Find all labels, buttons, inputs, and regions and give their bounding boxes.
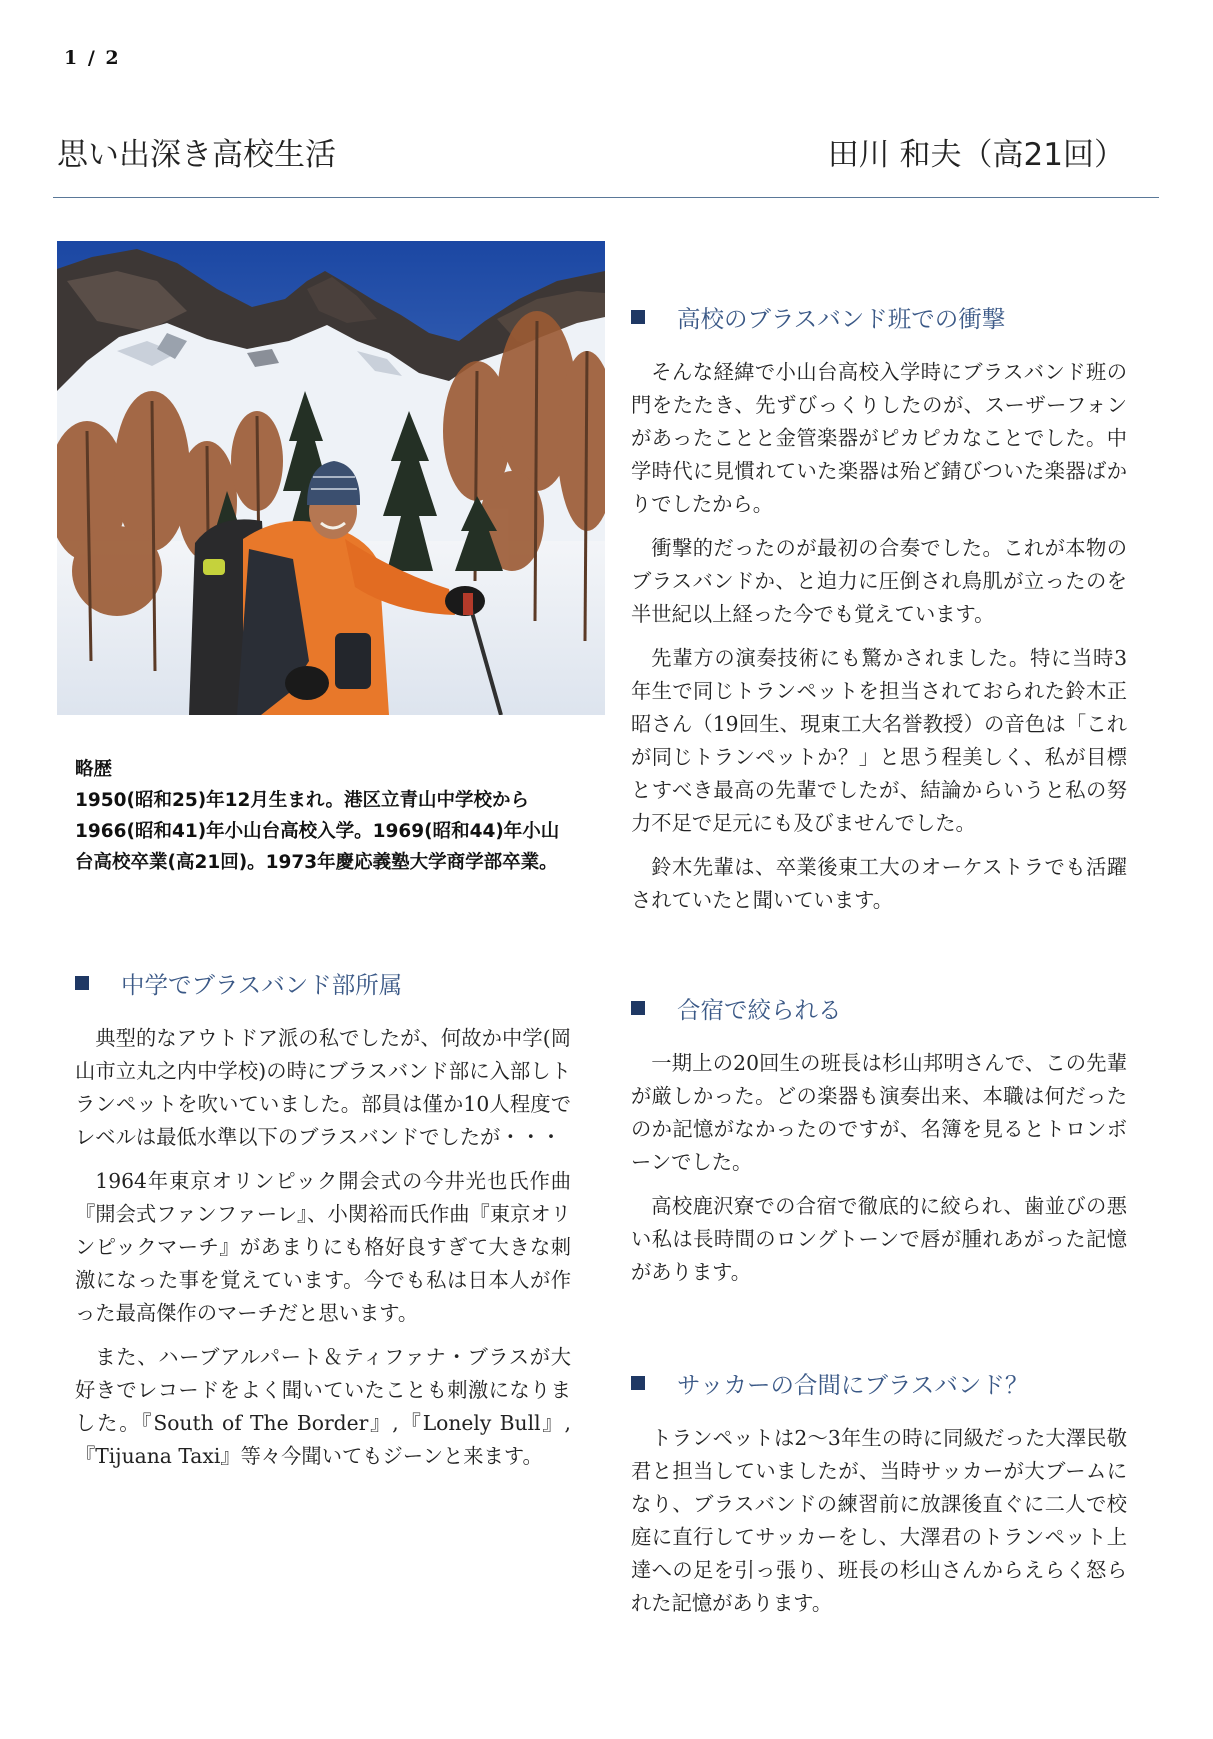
paragraph: また、ハーブアルパート＆ティファナ・ブラスが大好きでレコードをよく聞いていたことも刺激になりました。『South of The Border』,『Lonely Bull』,『Tijuana Taxi』等々今聞いてもジーンと来ます。 <box>75 1345 571 1468</box>
paragraph: 一期上の20回生の班長は杉山邦明さんで、この先輩が厳しかった。どの楽器も演奏出来、本職は何だったのか記憶がなかったのですが、名簿を見るとトロンボーンでした。 <box>631 1051 1127 1174</box>
paragraph: そんな経緯で小山台高校入学時にブラスバンド班の門をたたき、先ずびっくりしたのが、スーザーフォンがあったことと金管楽器がピカピカなことでした。中学時代に見慣れていた楽器は殆ど錆びついた楽器ばかりでしたから。 <box>631 360 1127 516</box>
section-high-school-band-shock <box>631 300 1127 928</box>
section-heading-text: サッカーの合間にブラスバンド？ <box>677 1371 1029 1399</box>
backpack-strap-accent <box>203 559 225 575</box>
author-photo <box>57 241 605 715</box>
section-heading-text: 合宿で絞られる <box>677 996 842 1024</box>
section-body <box>631 1422 1127 1620</box>
square-bullet-icon <box>631 310 645 324</box>
biography <box>75 754 571 878</box>
bio-text: 1950(昭和25)年12月生まれ。港区立青山中学校から1966(昭和41)年小山台高校入学。1969(昭和44)年小山台高校卒業(高21回)。1973年慶応義塾大学商学部卒業。 <box>75 790 560 873</box>
photo-illustration <box>57 241 605 715</box>
paragraph: 高校鹿沢寮での合宿で徹底的に絞られ、歯並びの悪い私は長時間のロングトーンで唇が腫れあがった記憶があります。 <box>631 1194 1127 1284</box>
section-heading <box>631 300 1127 334</box>
section-heading-text: 高校のブラスバンド班での衝撃 <box>677 305 1006 333</box>
left-glove <box>285 666 329 700</box>
section-training-camp <box>631 991 1127 1300</box>
section-heading <box>631 991 1127 1025</box>
section-body <box>631 1047 1127 1289</box>
section-body <box>75 1022 571 1473</box>
section-soccer-break <box>631 1366 1127 1631</box>
bio-heading: 略歴 <box>75 759 113 780</box>
paragraph: 先輩方の演奏技術にも驚かされました。特に当時3年生で同じトランペットを担当されておられた鈴木正昭さん（19回生、現東工大名誉教授）の音色は「これが同じトランペットか？」と思う程美しく、私が目標とすべき最高の先輩でしたが、結論からいうと私の努力不足で足元にも及びませんでした。 <box>631 646 1127 835</box>
paragraph: 典型的なアウトドア派の私でしたが、何故か中学(岡山市立丸之内中学校)の時にブラスバンド部に入部しトランペットを吹いていました。部員は僅か10人程度でレベルは最低水準以下のブラスバンドでしたが・・・ <box>75 1026 571 1149</box>
pole-grip <box>463 593 473 615</box>
chest-pouch <box>335 633 371 689</box>
paragraph: 衝撃的だったのが最初の合奏でした。これが本物のブラスバンドか、と迫力に圧倒され鳥肌が立ったのを半世紀以上経った今でも覚えています。 <box>631 536 1127 626</box>
section-body <box>631 356 1127 917</box>
square-bullet-icon <box>75 976 89 990</box>
title-divider <box>53 197 1159 198</box>
author-name: 田川 和夫（高21回） <box>827 137 1125 173</box>
square-bullet-icon <box>631 1376 645 1390</box>
square-bullet-icon <box>631 1001 645 1015</box>
section-heading <box>631 1366 1127 1400</box>
section-middle-school-band <box>75 966 571 1484</box>
paragraph: 鈴木先輩は、卒業後東工大のオーケストラでも活躍されていたと聞いています。 <box>631 855 1127 912</box>
page-number: 1 / 2 <box>64 47 121 69</box>
paragraph: トランペットは2〜3年生の時に同級だった大澤民敬君と担当していましたが、当時サッカーが大ブームになり、ブラスバンドの練習前に放課後直ぐに二人で校庭に直行してサッカーをし、大澤君のトランペット上達への足を引っ張り、班長の杉山さんからえらく怒られた記憶があります。 <box>631 1426 1127 1615</box>
page-title: 思い出深き高校生活 <box>57 137 336 173</box>
section-heading-text: 中学でブラスバンド部所属 <box>121 971 403 999</box>
paragraph: 1964年東京オリンピック開会式の今井光也氏作曲『開会式ファンファーレ』、小関裕而氏作曲『東京オリンピックマーチ』があまりにも格好良すぎて大きな刺激になった事を覚えています。今でも私は日本人が作った最高傑作のマーチだと思います。 <box>75 1169 571 1325</box>
section-heading <box>75 966 571 1000</box>
